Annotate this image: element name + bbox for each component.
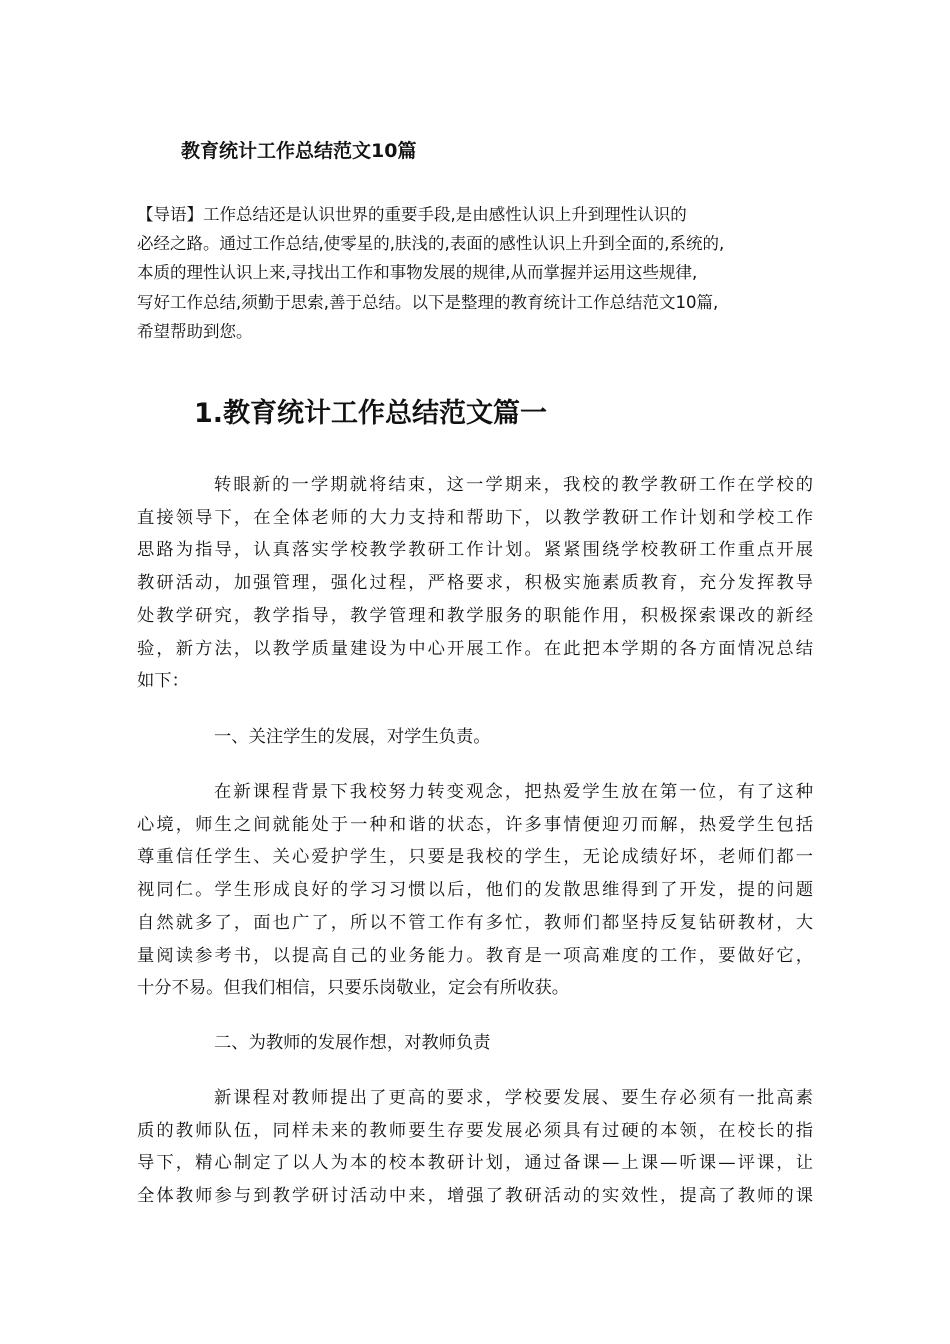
paragraph-line: 处教学研究，教学指导，教学管理和教学服务的职能作用，积极探索课改的新经 <box>137 605 813 626</box>
paragraph-line: 教研活动，加强管理，强化过程，严格要求，积极实施素质教育，充分发挥教导 <box>137 573 813 594</box>
paragraph-3 <box>137 1082 813 1213</box>
intro-line: 【导语】工作总结还是认识世界的重要手段,是由感性认识上升到理性认识的 <box>137 205 687 224</box>
paragraph-line: 十分不易。但我们相信，只要乐岗敬业，定会有所收获。 <box>137 978 570 999</box>
document-title: 教育统计工作总结范文10篇 <box>181 140 417 162</box>
paragraph-line: 验，新方法，以教学质量建设为中心开展工作。在此把本学期的各方面情况总结 <box>137 638 813 659</box>
subheading-2: 二、为教师的发展作想，对教师负责 <box>214 1033 491 1053</box>
paragraph-line: 在新课程背景下我校努力转变观念，把热爱学生放在第一位，有了这种 <box>214 782 813 802</box>
paragraph-2 <box>137 776 813 1005</box>
paragraph-line: 量阅读参考书，以提高自己的业务能力。教育是一项高难度的工作，要做好它， <box>137 945 813 966</box>
paragraph-line: 直接领导下，在全体老师的大力支持和帮助下，以教学教研工作计划和学校工作 <box>137 507 813 528</box>
paragraph-line: 新课程对教师提出了更高的要求，学校要发展、要生存必须有一批高素 <box>214 1088 813 1108</box>
paragraph-line: 转眼新的一学期就将结束，这一学期来，我校的教学教研工作在学校的 <box>214 475 813 495</box>
subheading-1: 一、关注学生的发展，对学生负责。 <box>214 727 491 747</box>
section-heading: 1.教育统计工作总结范文篇一 <box>194 398 548 429</box>
intro-line: 希望帮助到您。 <box>137 321 253 341</box>
paragraph-line: 视同仁。学生形成良好的学习习惯以后，他们的发散思维得到了开发，提的问题 <box>137 880 813 901</box>
intro-line: 写好工作总结,须勤于思索,善于总结。以下是整理的教育统计工作总结范文10篇, <box>137 292 719 312</box>
paragraph-line: 导下，精心制定了以人为本的校本教研计划，通过备课—上课—听课—评课，让 <box>137 1153 813 1174</box>
paragraph-line: 质的教师队伍，同样未来的教师要生存要发展必须具有过硬的本领，在校长的指 <box>137 1120 813 1141</box>
paragraph-1 <box>137 469 813 698</box>
paragraph-line: 尊重信任学生、关心爱护学生，只要是我校的学生，无论成绩好坏，老师们都一 <box>137 847 813 868</box>
intro-paragraph <box>137 200 813 346</box>
paragraph-line: 全体教师参与到教学研讨活动中来，增强了教研活动的实效性，提高了教师的课 <box>137 1186 813 1207</box>
paragraph-line: 心境，师生之间就能处于一种和谐的状态，许多事情便迎刃而解，热爱学生包括 <box>137 814 813 835</box>
paragraph-line: 思路为指导，认真落实学校教学教研工作计划。紧紧围绕学校教研工作重点开展 <box>137 540 813 561</box>
intro-line: 本质的理性认识上来,寻找出工作和事物发展的规律,从而掌握并运用这些规律, <box>137 263 698 283</box>
paragraph-line: 自然就多了，面也广了，所以不管工作有多忙，教师们都坚持反复钻研教材，大 <box>137 912 813 933</box>
paragraph-line: 如下： <box>137 671 189 692</box>
intro-line: 必经之路。通过工作总结,使零星的,肤浅的,表面的感性认识上升到全面的,系统的, <box>137 234 725 254</box>
